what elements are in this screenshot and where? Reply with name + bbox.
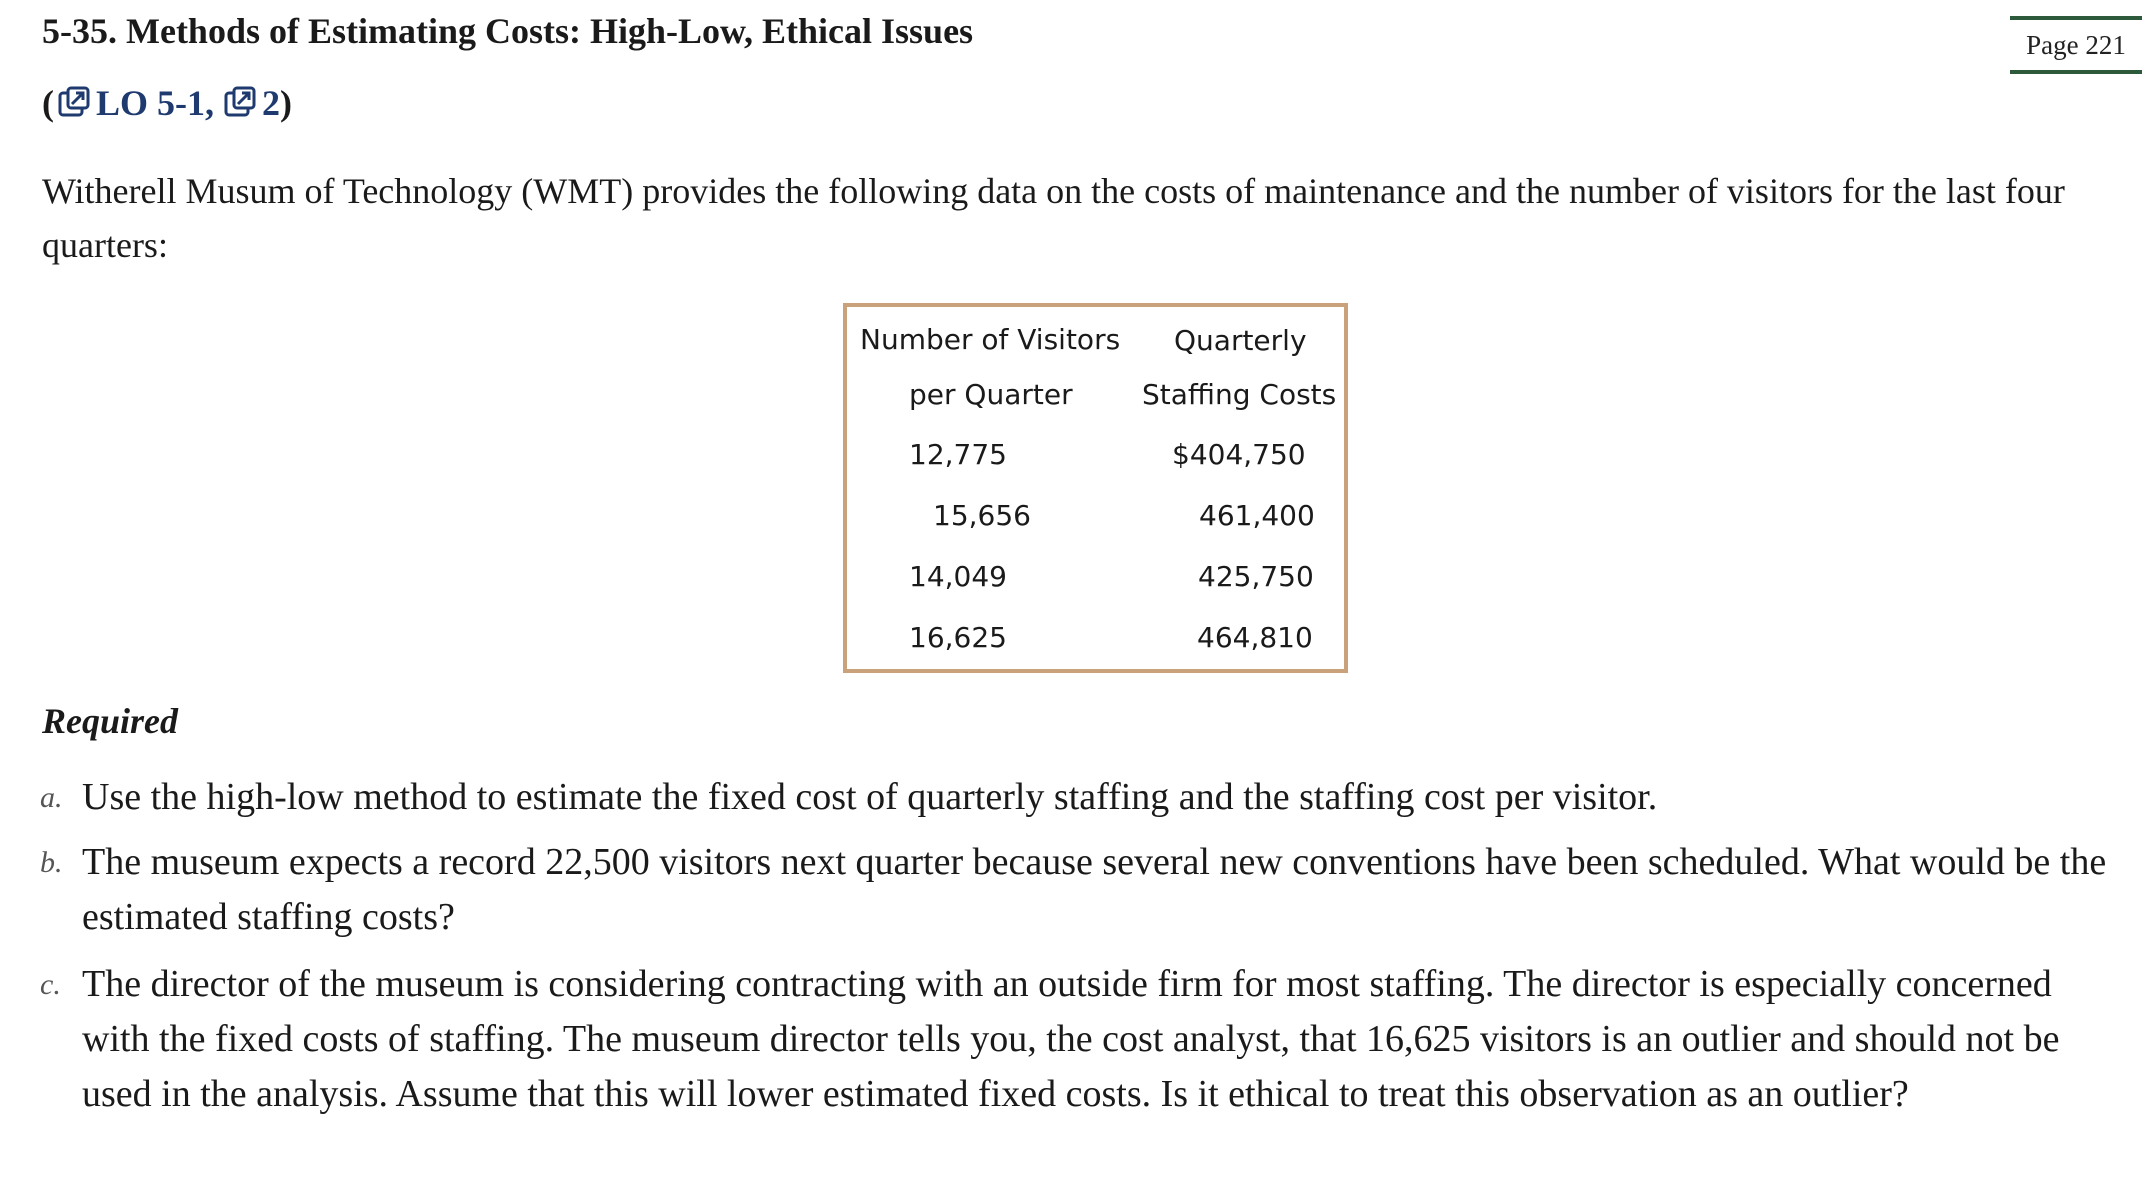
item-letter: c. xyxy=(40,968,61,1001)
table-cell-cost: 425,750 xyxy=(1198,560,1314,593)
table-header-visitors-line1: Number of Visitors xyxy=(860,323,1121,356)
external-link-icon[interactable] xyxy=(222,85,258,121)
table-header-costs-line2: Staffing Costs xyxy=(1142,378,1337,411)
required-heading: Required xyxy=(42,701,179,741)
page-number-marker: Page 221 xyxy=(2010,16,2142,74)
learning-objectives xyxy=(42,82,292,124)
table-cell-cost: 461,400 xyxy=(1199,499,1315,532)
required-item-c xyxy=(40,957,2120,1122)
required-item-a xyxy=(40,770,2120,825)
table-header-visitors-line2: per Quarter xyxy=(909,378,1073,411)
external-link-icon[interactable] xyxy=(56,85,92,121)
problem-intro: Witherell Musum of Technology (WMT) provides the following data on the costs of maintenance and the number of visitors for the last four quarters: xyxy=(42,171,2065,265)
table-cell-cost: $404,750 xyxy=(1172,438,1306,471)
problem-title: 5-35. Methods of Estimating Costs: High-Low, Ethical Issues xyxy=(42,11,974,51)
table-cell-visitors: 16,625 xyxy=(909,621,1007,654)
lo-link-5-1[interactable]: LO 5-1, xyxy=(96,83,215,123)
lo-link-5-2[interactable]: 2 xyxy=(262,83,281,123)
table-cell-visitors: 15,656 xyxy=(933,499,1031,532)
data-table xyxy=(843,303,1348,673)
lo-close-paren: ) xyxy=(280,83,293,123)
table-header-costs-line1: Quarterly xyxy=(1174,324,1307,357)
item-text: Use the high-low method to estimate the fixed cost of quarterly staffing and the staffing cost per visitor. xyxy=(82,776,1658,818)
table-cell-visitors: 14,049 xyxy=(909,560,1007,593)
table-cell-cost: 464,810 xyxy=(1197,621,1313,654)
required-item-b xyxy=(40,835,2120,945)
item-letter: b. xyxy=(40,846,63,879)
lo-open-paren: ( xyxy=(42,83,54,123)
table-cell-visitors: 12,775 xyxy=(909,438,1007,471)
item-letter: a. xyxy=(40,781,63,814)
item-text: The director of the museum is considering contracting with an outside firm for most staffing. The director is especially concerned with the fixed costs of staffing. The museum director tells you, the cost analyst, that 16,625 visitors is an outlier and should not be used in the analysis. Assume that this will lower estimated fixed costs. Is it ethical to treat this observation as an outlier? xyxy=(82,963,2060,1115)
item-text: The museum expects a record 22,500 visitors next quarter because several new conventions have been scheduled. What would be the estimated staffing costs? xyxy=(82,841,2107,938)
